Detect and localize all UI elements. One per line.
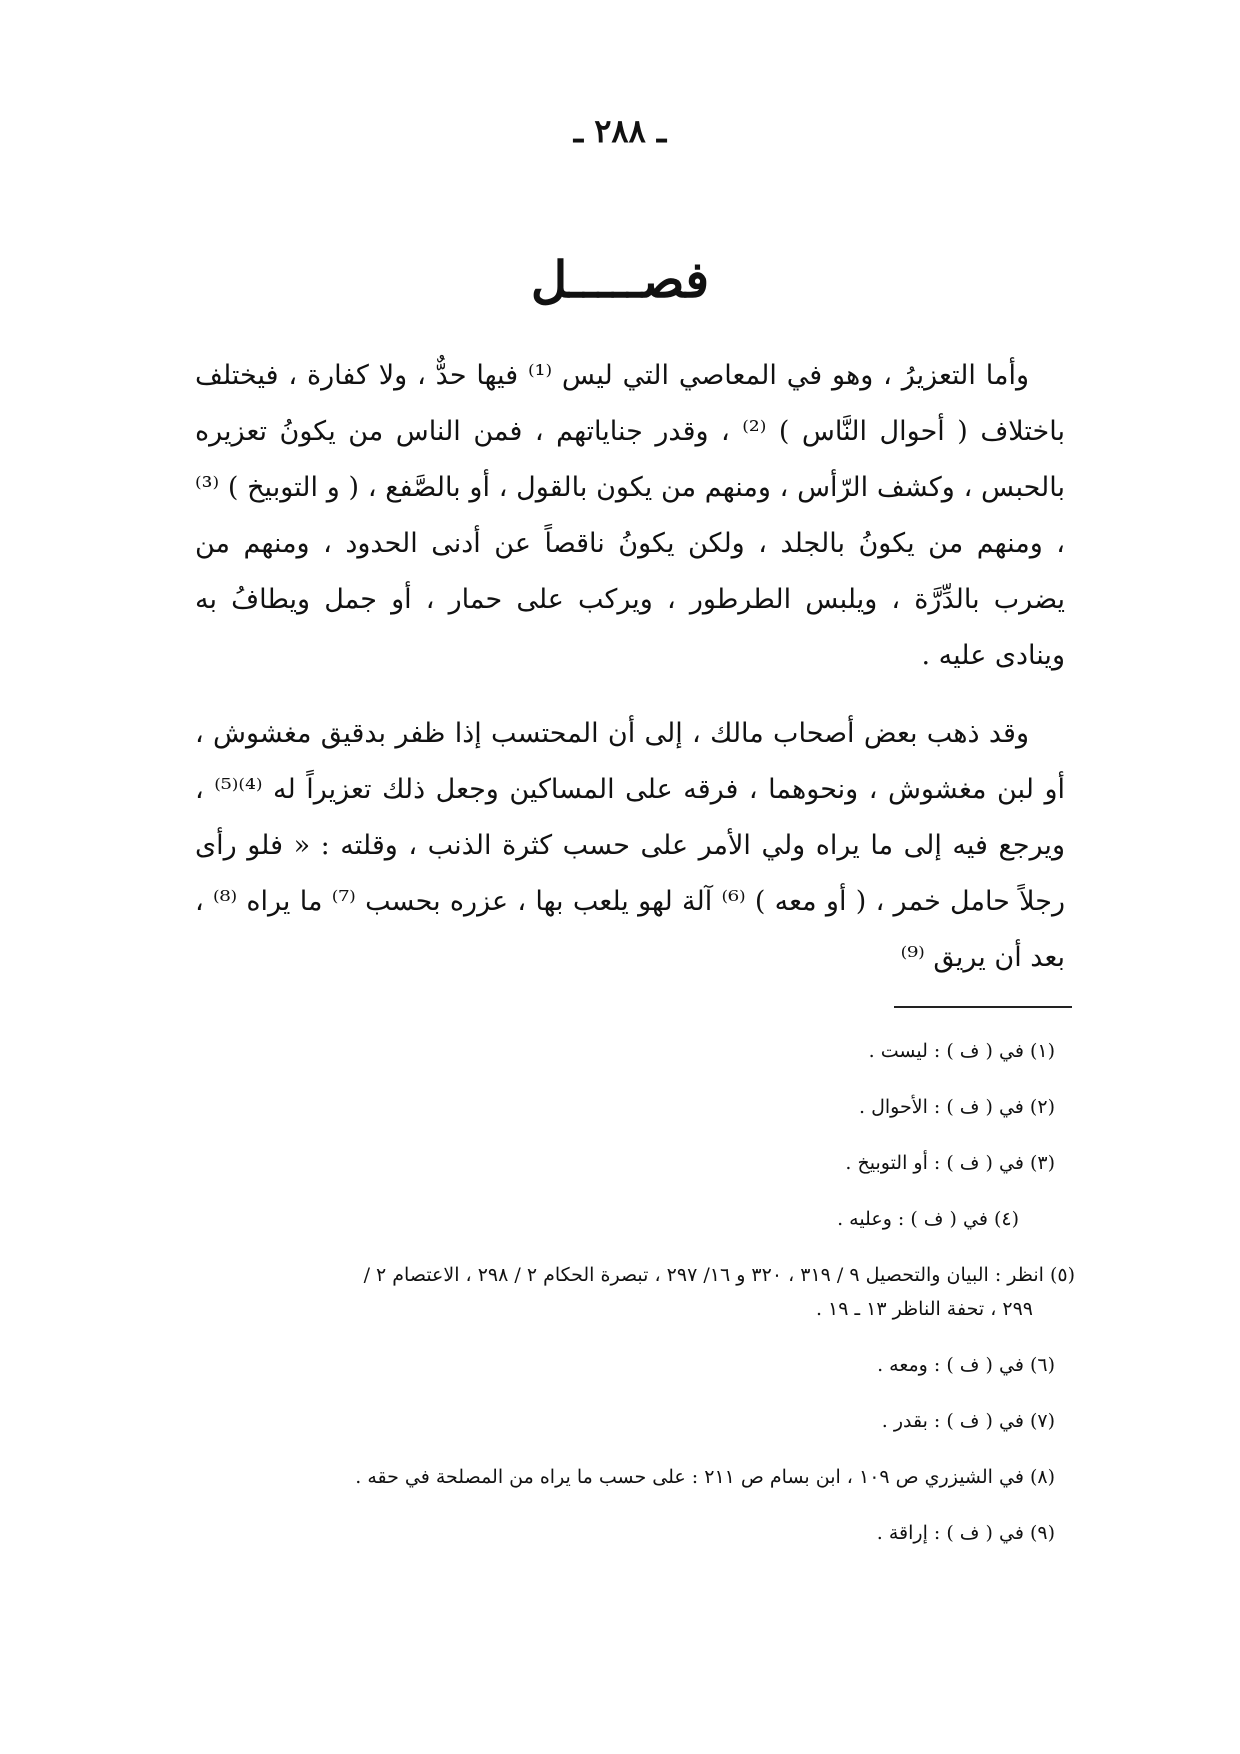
paragraph-1: وأما التعزيرُ ، وهو في المعاصي التي ليس ⁽¹⁾ فيها حدٌّ ، ولا كفارة ، فيختلف باختلاف ( أحوال النَّاس ) ⁽²⁾ ، وقدر جناياتهم ، فمن الناس من يكونُ تعزيره بالحبس ، وكشف الرّأس ، ومنهم من يكون بالقول ، أو بالصَّفع ، ( و التوبيخ ) ⁽³⁾ ، ومنهم من يكونُ بالجلد ، ولكن يكونُ ناقصاً عن أدنى الحدود ، ومنهم من يضرب بالدِّرَّة ، ويلبس الطرطور ، ويركب على حمار ، أو جمل ويطافُ به وينادى عليه . — [195, 360, 1065, 671]
footnote-8: (٨) في الشيزري ص ١٠٩ ، ابن بسام ص ٢١١ : على حسب ما يراه من المصلحة في حقه . — [355, 1466, 1055, 1488]
footnote-5-line-2: ٢٩٩ ، تحفة الناظر ١٣ ـ ١٩ . — [815, 1298, 1033, 1320]
footnote-1: (١) في ( ف ) : ليست . — [868, 1040, 1055, 1062]
footnote-7: (٧) في ( ف ) : بقدر . — [881, 1410, 1055, 1432]
footnote-5-line-1: (٥) انظر : البيان والتحصيل ٩ / ٣١٩ ، ٣٢٠ و ١٦/ ٢٩٧ ، تبصرة الحكام ٢ / ٢٩٨ ، الاعتصام ٢ / — [363, 1264, 1075, 1286]
footnote-2: (٢) في ( ف ) : الأحوال . — [859, 1096, 1055, 1118]
page-number: ـ ٢٨٨ ـ — [573, 112, 667, 150]
section-title: فصـــــل — [530, 250, 710, 309]
footnote-5 — [185, 1258, 1075, 1326]
main-text — [195, 348, 1065, 986]
footnotes — [185, 1034, 1075, 1572]
footnote-3: (٣) في ( ف ) : أو التوبيخ . — [845, 1152, 1055, 1174]
paragraph-2: وقد ذهب بعض أصحاب مالك ، إلى أن المحتسب إذا ظفر بدقيق مغشوش ، أو لبن مغشوش ، ونحوهما ، فرقه على المساكين وجعل ذلك تعزيراً له ⁽⁴⁾⁽⁵⁾ ، ويرجع فيه إلى ما يراه ولي الأمر على حسب كثرة الذنب ، وقلته : « فلو رأى رجلاً حامل خمر ، ( أو معه ) ⁽⁶⁾ آلة لهو يلعب بها ، عزره بحسب ⁽⁷⁾ ما يراه ⁽⁸⁾ ، بعد أن يريق ⁽⁹⁾ — [195, 718, 1065, 973]
footnote-9: (٩) في ( ف ) : إراقة . — [876, 1522, 1055, 1544]
footnote-6: (٦) في ( ف ) : ومعه . — [877, 1354, 1055, 1376]
footnote-separator — [894, 1006, 1072, 1008]
footnote-4: (٤) في ( ف ) : وعليه . — [837, 1208, 1019, 1230]
